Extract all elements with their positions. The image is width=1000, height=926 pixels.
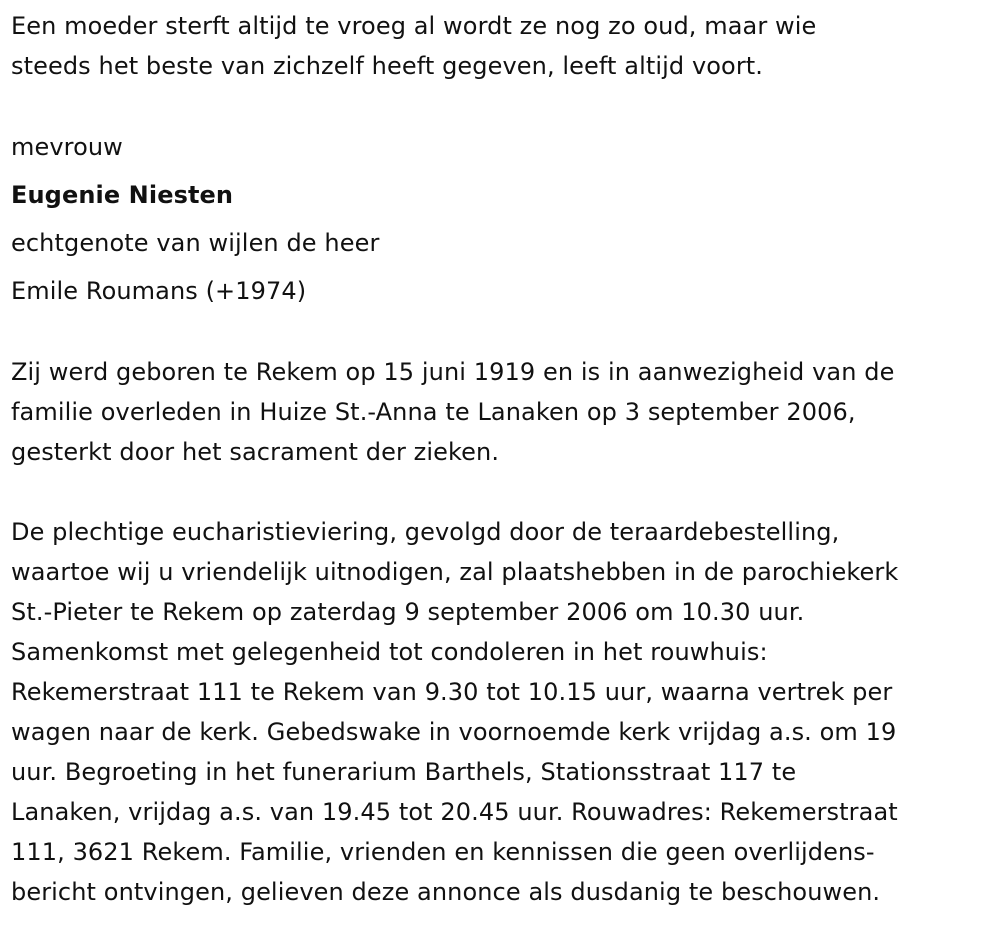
paragraph-line: familie overleden in Huize St.-Anna te Lanaken op 3 september 2006, — [11, 398, 856, 426]
paragraph-line: Samenkomst met gelegenheid tot condoleren in het rouwhuis: — [11, 638, 768, 666]
ceremony-paragraph — [11, 512, 996, 912]
paragraph-line: waartoe wij u vriendelijk uitnodigen, zal plaatshebben in de parochiekerk — [11, 558, 899, 586]
birth-death-paragraph — [11, 352, 996, 472]
paragraph-line: bericht ontvingen, gelieven deze annonce als dusdanig te beschouwen. — [11, 878, 881, 906]
paragraph-line: Rekemerstraat 111 te Rekem van 9.30 tot 10.15 uur, waarna vertrek per — [11, 678, 893, 706]
quote-line: Een moeder sterft altijd te vroeg al wordt ze nog zo oud, maar wie — [11, 12, 817, 40]
relation-line: echtgenote van wijlen de heer — [11, 229, 380, 257]
spouse-name: Emile Roumans (+1974) — [11, 277, 307, 305]
paragraph-line: uur. Begroeting in het funerarium Barthels, Stationsstraat 117 te — [11, 758, 797, 786]
paragraph-line: wagen naar de kerk. Gebedswake in voornoemde kerk vrijdag a.s. om 19 — [11, 718, 897, 746]
paragraph-line: St.-Pieter te Rekem op zaterdag 9 september 2006 om 10.30 uur. — [11, 598, 805, 626]
paragraph-line: Zij werd geboren te Rekem op 15 juni 1919 en is in aanwezigheid van de — [11, 358, 895, 386]
paragraph-line: De plechtige eucharistieviering, gevolgd door de teraardebestelling, — [11, 518, 840, 546]
paragraph-line: Lanaken, vrijdag a.s. van 19.45 tot 20.45 uur. Rouwadres: Rekemerstraat — [11, 798, 898, 826]
opening-quote — [11, 6, 996, 86]
deceased-name: Eugenie Niesten — [11, 181, 234, 209]
honorific: mevrouw — [11, 133, 123, 161]
quote-line: steeds het beste van zichzelf heeft gegeven, leeft altijd voort. — [11, 52, 764, 80]
death-notice — [11, 6, 996, 912]
paragraph-line: gesterkt door het sacrament der zieken. — [11, 438, 500, 466]
paragraph-line: 111, 3621 Rekem. Familie, vrienden en kennissen die geen overlijdens- — [11, 838, 875, 866]
